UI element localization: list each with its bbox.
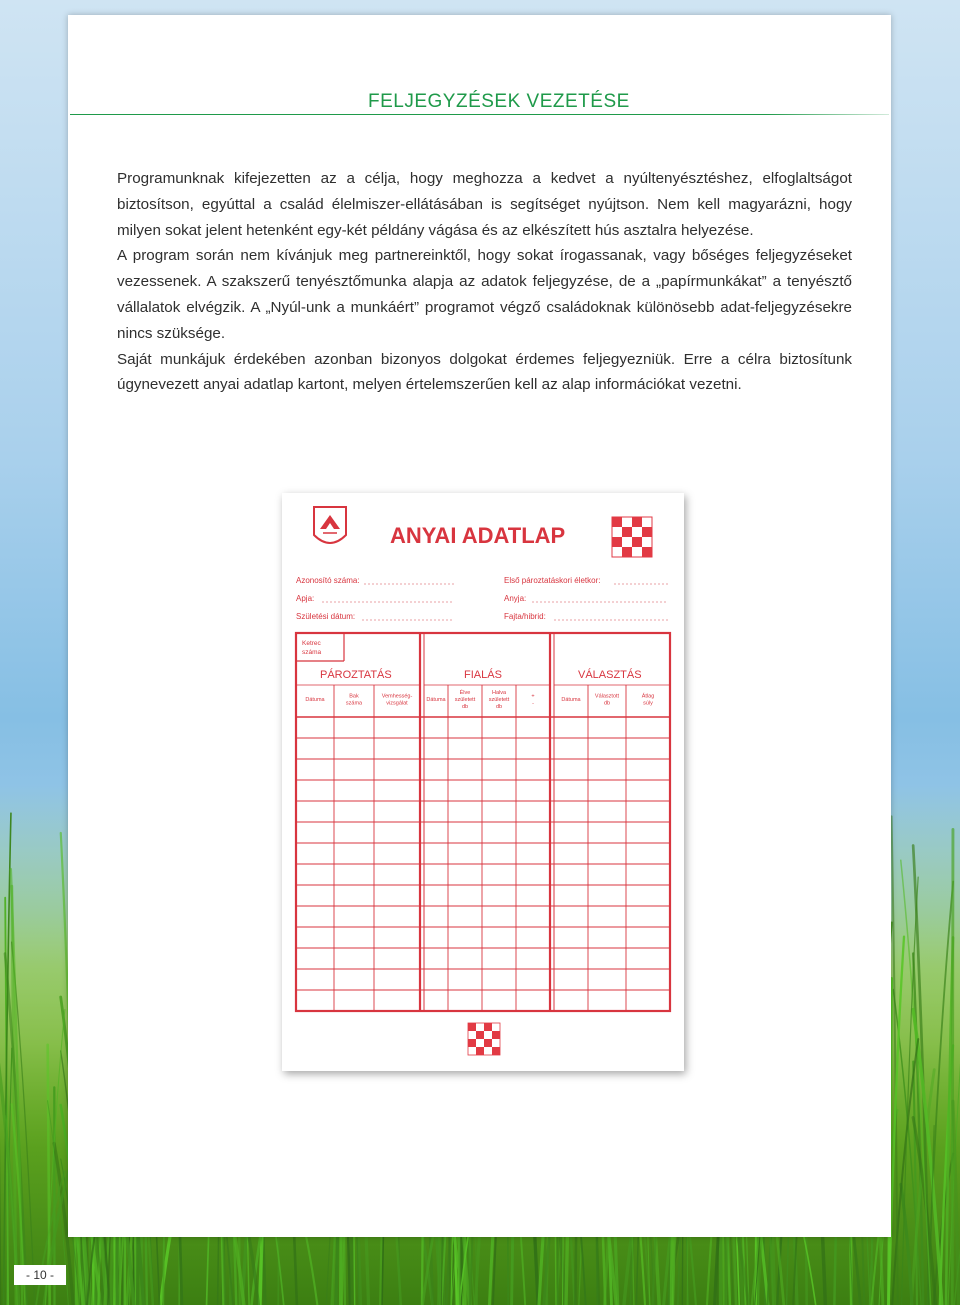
- field-szuletesi-label: Születési dátum:: [296, 612, 356, 621]
- column-header-label: +: [531, 693, 535, 700]
- column-header-label: Élve: [459, 690, 471, 696]
- logo-emblem-icon: [314, 507, 346, 543]
- column-header-label: Átlag: [641, 693, 655, 700]
- card-title: ANYAI ADATLAP: [390, 523, 566, 548]
- document-page: [68, 15, 891, 1237]
- card-illustration: [282, 493, 684, 1071]
- paragraph-3: Saját munkájuk érdekében azonban bizonyos dolgokat érdemes feljegyezniük. Erre a célra biztosítunk úgynevezett anyai adatlap kartont, melyen értelemszerűen kell az alap információkat vezetni.: [117, 350, 852, 394]
- page-title: FELJEGYZÉSEK VEZETÉSE: [368, 91, 630, 112]
- field-azonosito-label: Azonosító száma:: [296, 576, 360, 585]
- column-header-label: Bak: [349, 693, 359, 700]
- field-fajta-label: Fajta/hibrid:: [504, 612, 546, 621]
- column-header-label: db: [461, 704, 469, 710]
- field-anyja-label: Anyja:: [504, 594, 527, 603]
- column-header-label: db: [603, 700, 611, 707]
- field-apja-label: Apja:: [296, 594, 315, 603]
- section-fialas: FIALÁS: [464, 669, 502, 681]
- section-valasztas: VÁLASZTÁS: [578, 669, 642, 681]
- anyai-adatlap-card: [282, 493, 684, 1071]
- ketrec-label-2: száma: [302, 649, 322, 656]
- column-header-label: Választott: [594, 693, 620, 700]
- field-elso-parozas-label: Első pároztatáskori életkor:: [504, 576, 601, 585]
- paragraph-2: A program során nem kívánjuk meg partnereinktől, hogy sokat írogassanak, vagy bőséges feljegyzéseket vezessenek. A szakszerű tenyésztőmunka alapja az adatok feljegyzése, de a „papírmunkákat” a tenyésztő vállalatok elvégzik. A „Nyúl-unk a munkáért” programot végző családoknak különösebb adat-feljegyzésekre nincs szüksége.: [117, 247, 852, 342]
- column-header-label: Dátuma: [305, 697, 325, 703]
- column-header-label: száma: [345, 700, 363, 707]
- column-header-label: született: [454, 697, 476, 703]
- page-number: - 10 -: [14, 1265, 66, 1285]
- column-header-label: Dátuma: [561, 697, 581, 703]
- title-divider: [70, 114, 889, 115]
- column-header-label: súly: [643, 700, 653, 707]
- paragraph-1: Programunknak kifejezetten az a célja, hogy meghozza a kedvet a nyúltenyésztéshez, elfoglaltságot biztosítson, egyúttal a család élelmiszer-ellátásában is segítséget nyújtson. Nem kell magyarázni, hogy milyen sokat jelent hetenként egy-két példány vágása és az elkészített hús asztalra helyezése.: [117, 170, 852, 239]
- column-header-label: Halva: [491, 690, 507, 696]
- column-header-label: Dátuma: [426, 697, 446, 703]
- column-header-label: vizsgálat: [386, 700, 408, 707]
- ketrec-label-1: Ketrec: [302, 640, 321, 647]
- column-header-label: -: [532, 700, 534, 707]
- column-header-label: született: [488, 697, 510, 703]
- checkerboard-logo-icon: [612, 517, 652, 557]
- section-parozatas: PÁROZTATÁS: [320, 669, 392, 681]
- checkerboard-footer-icon: [468, 1023, 500, 1055]
- column-header-label: Vemhesség-: [381, 693, 413, 700]
- body-text: [117, 166, 852, 398]
- column-header-label: db: [495, 704, 503, 710]
- grass-blade: [952, 829, 953, 1305]
